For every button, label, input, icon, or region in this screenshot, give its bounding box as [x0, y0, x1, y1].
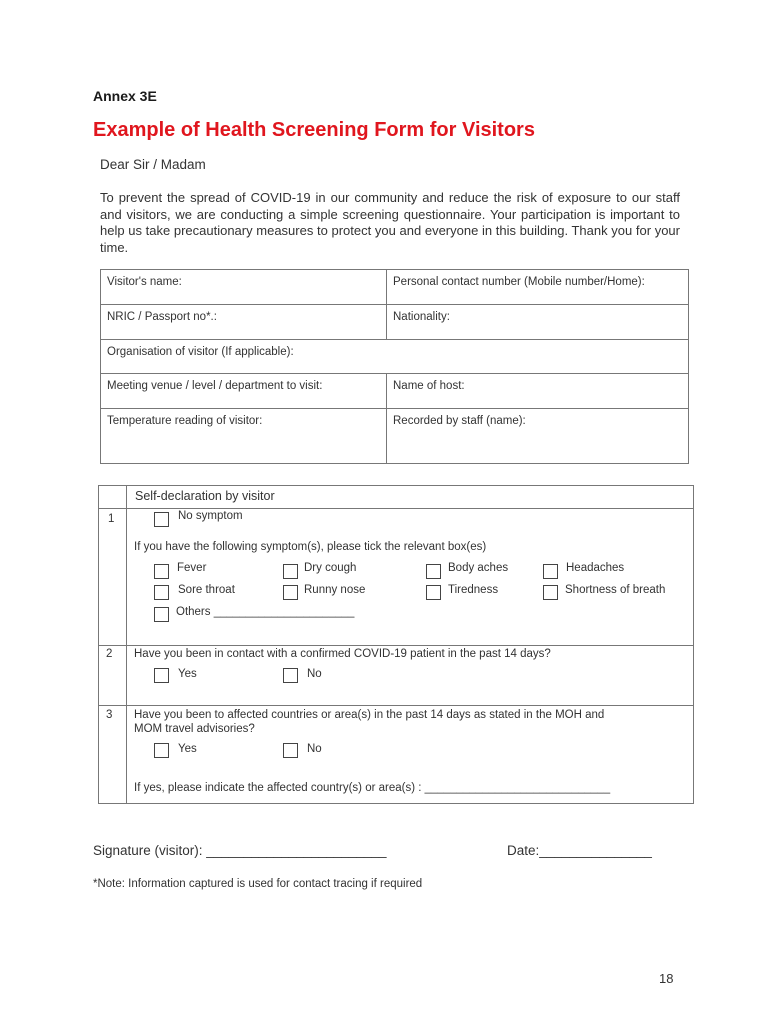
contact-no-checkbox[interactable]: [283, 668, 298, 683]
symptom-prompt: If you have the following symptom(s), please tick the relevant box(es): [134, 541, 487, 553]
recorded-by-field[interactable]: Recorded by staff (name):: [386, 409, 688, 463]
info-row-nric: [101, 305, 688, 340]
fever-checkbox[interactable]: [154, 564, 169, 579]
contact-yes-label: Yes: [178, 668, 197, 680]
travel-question-line2: MOM travel advisories?: [134, 723, 255, 735]
host-name-field[interactable]: Name of host:: [386, 374, 688, 408]
temperature-field[interactable]: Temperature reading of visitor:: [107, 415, 263, 427]
travel-yes-label: Yes: [178, 743, 197, 755]
travel-no-label: No: [307, 743, 322, 755]
sore-throat-checkbox[interactable]: [154, 585, 169, 600]
row-divider: [99, 705, 693, 706]
nationality-field[interactable]: Nationality:: [386, 305, 688, 339]
contact-question: Have you been in contact with a confirmed COVID-19 patient in the past 14 days?: [134, 648, 551, 660]
date-field[interactable]: Date:_______________: [507, 843, 652, 858]
no-symptom-checkbox[interactable]: [154, 512, 169, 527]
fever-label: Fever: [177, 562, 207, 574]
meeting-venue-field[interactable]: Meeting venue / level / department to visit:: [107, 380, 323, 392]
footnote: *Note: Information captured is used for contact tracing if required: [93, 878, 423, 890]
dry-cough-checkbox[interactable]: [283, 564, 298, 579]
visitor-info-table: [100, 269, 689, 464]
greeting: Dear Sir / Madam: [100, 157, 206, 172]
info-row-organisation: [101, 340, 688, 374]
question-number: 1: [108, 513, 115, 525]
contact-no-label: No: [307, 668, 322, 680]
info-row-temperature: [101, 409, 688, 463]
signature-field[interactable]: Signature (visitor): ________________________: [93, 843, 387, 858]
nric-field[interactable]: NRIC / Passport no*.:: [107, 311, 217, 323]
body-aches-label: Body aches: [448, 562, 509, 574]
no-symptom-label: No symptom: [178, 510, 243, 522]
shortness-of-breath-label: Shortness of breath: [565, 584, 666, 596]
runny-nose-checkbox[interactable]: [283, 585, 298, 600]
self-declaration-table: [98, 485, 694, 804]
form-title: Example of Health Screening Form for Visitors: [93, 119, 535, 141]
question-number: 3: [106, 709, 113, 721]
headaches-label: Headaches: [566, 562, 625, 574]
body-aches-checkbox[interactable]: [426, 564, 441, 579]
contact-number-field[interactable]: Personal contact number (Mobile number/Home):: [386, 270, 688, 304]
others-label[interactable]: Others ______________________: [176, 606, 355, 618]
shortness-of-breath-checkbox[interactable]: [543, 585, 558, 600]
declaration-heading: Self-declaration by visitor: [135, 489, 275, 503]
tiredness-label: Tiredness: [448, 584, 499, 596]
page-number: 18: [659, 971, 674, 986]
question-number: 2: [106, 648, 113, 660]
annex-label: Annex 3E: [93, 88, 157, 104]
visitor-name-field[interactable]: Visitor's name:: [107, 276, 182, 288]
others-checkbox[interactable]: [154, 607, 169, 622]
intro-paragraph: To prevent the spread of COVID-19 in our community and reduce the risk of exposure to our staff and visitors, we are conducting a simple screening questionnaire. Your participation is important to help us take precautionary measures to protect you and everyone in this building. Thank you for your time.: [100, 190, 680, 255]
row-divider: [99, 508, 693, 509]
contact-yes-checkbox[interactable]: [154, 668, 169, 683]
organisation-field[interactable]: Organisation of visitor (If applicable):: [107, 346, 294, 358]
travel-yes-checkbox[interactable]: [154, 743, 169, 758]
info-row-venue: [101, 374, 688, 409]
sore-throat-label: Sore throat: [178, 584, 235, 596]
affected-country-field[interactable]: If yes, please indicate the affected country(s) or area(s) : _____________________________: [134, 782, 611, 794]
travel-question-line1: Have you been to affected countries or area(s) in the past 14 days as stated in the MOH and: [134, 709, 605, 721]
travel-no-checkbox[interactable]: [283, 743, 298, 758]
info-row-name: [101, 270, 688, 305]
headaches-checkbox[interactable]: [543, 564, 558, 579]
runny-nose-label: Runny nose: [304, 584, 366, 596]
dry-cough-label: Dry cough: [304, 562, 357, 574]
tiredness-checkbox[interactable]: [426, 585, 441, 600]
row-divider: [99, 645, 693, 646]
